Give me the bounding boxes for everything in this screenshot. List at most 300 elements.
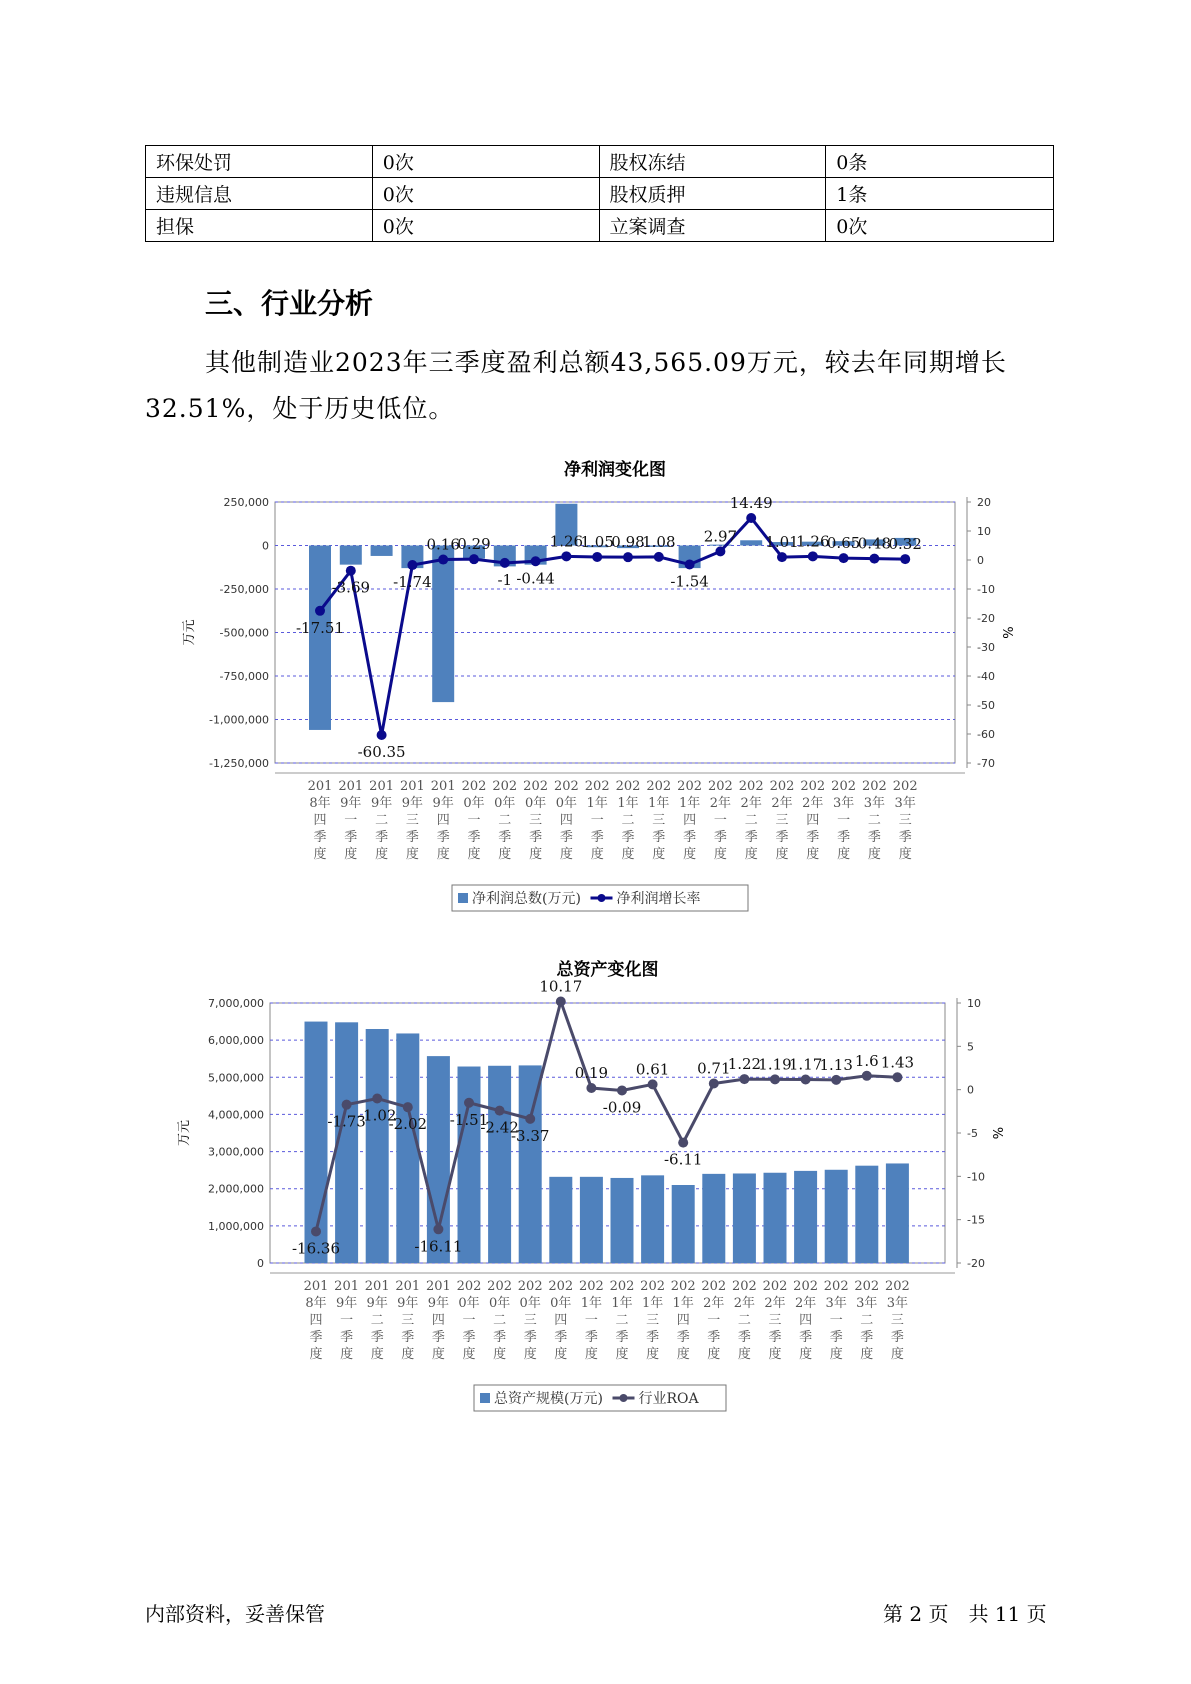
- category-label-line: 2年: [740, 796, 762, 811]
- left-tick-label: 4,000,000: [208, 1108, 264, 1122]
- category-label: [770, 779, 795, 862]
- category-label-line: 202: [548, 1279, 574, 1294]
- category-label-line: 202: [523, 779, 549, 794]
- line-point: [685, 559, 695, 569]
- category-label: [548, 1279, 573, 1362]
- category-label-line: 季: [590, 830, 604, 845]
- category-label: [579, 1279, 604, 1362]
- line-point: [746, 513, 756, 523]
- category-label-line: 度: [829, 1347, 843, 1362]
- line-point: [777, 552, 787, 562]
- category-label-line: 度: [713, 847, 727, 862]
- category-label: [885, 1279, 910, 1362]
- category-label-line: 度: [370, 1347, 384, 1362]
- left-tick-label: 3,000,000: [208, 1145, 264, 1159]
- category-label-line: 季: [309, 1330, 323, 1345]
- category-label-line: 季: [646, 1330, 660, 1345]
- line-point: [801, 1075, 811, 1085]
- bar: [855, 1166, 878, 1263]
- category-label-line: 度: [559, 847, 573, 862]
- table-row: [146, 146, 1054, 178]
- right-tick-label: -5: [967, 1127, 978, 1140]
- category-label-line: 202: [670, 1279, 696, 1294]
- footer-confidential: 内部资料，妥善保管: [145, 1602, 325, 1626]
- category-label-line: 1年: [672, 1296, 694, 1311]
- category-label-line: 0年: [458, 1296, 480, 1311]
- category-label-line: 9年: [366, 1296, 388, 1311]
- line-point: [315, 606, 325, 616]
- category-label: [763, 1279, 788, 1362]
- category-label: [793, 1279, 818, 1362]
- left-tick-label: 7,000,000: [208, 997, 264, 1010]
- category-label-line: 度: [646, 1347, 660, 1362]
- table-cell: 0次: [372, 210, 599, 242]
- category-label-line: 四: [313, 813, 327, 828]
- data-label: 0.65: [826, 534, 861, 553]
- category-label-line: 3年: [886, 1296, 909, 1311]
- category-label-line: 1年: [611, 1296, 633, 1311]
- bar: [309, 546, 331, 730]
- category-label-line: 一: [584, 1313, 598, 1328]
- line-point: [407, 560, 417, 570]
- right-tick-label: 5: [967, 1040, 974, 1054]
- data-label: 1.05: [580, 532, 614, 551]
- left-tick-label: 2,000,000: [208, 1182, 264, 1196]
- line-point: [770, 1074, 780, 1084]
- category-label-line: 3年: [894, 796, 916, 811]
- table-cell: 环保处罚: [146, 146, 373, 178]
- category-label-line: 9年: [335, 1296, 358, 1311]
- category-label-line: 季: [431, 1330, 445, 1345]
- category-label-line: 201: [303, 1279, 329, 1294]
- table-cell: 股权质押: [599, 178, 826, 210]
- category-label-line: 度: [401, 1347, 415, 1362]
- category-label: [732, 1279, 757, 1362]
- category-label: [492, 779, 517, 862]
- line-point: [900, 554, 910, 564]
- category-label-line: 季: [462, 1330, 476, 1345]
- category-label: [708, 779, 733, 862]
- category-label-line: 8年: [305, 1296, 327, 1311]
- data-label: 0.19: [574, 1064, 609, 1083]
- legend-bar-swatch: [458, 893, 468, 903]
- category-label-line: 一: [462, 1313, 476, 1328]
- bar: [672, 1185, 695, 1263]
- data-label: -6.11: [663, 1150, 703, 1169]
- category-label-line: 季: [768, 1330, 782, 1345]
- category-label-line: 0年: [488, 1296, 511, 1311]
- category-label: [610, 1279, 635, 1362]
- category-label-line: 1年: [617, 796, 639, 811]
- bar: [396, 1033, 419, 1263]
- category-label-line: 1年: [586, 796, 608, 811]
- category-label-line: 3年: [825, 1296, 847, 1311]
- data-label: -1.51: [449, 1110, 489, 1129]
- table-cell: 0次: [372, 146, 599, 178]
- bar: [764, 1173, 787, 1263]
- category-label-line: 度: [405, 847, 419, 862]
- right-tick-label: -15: [967, 1213, 985, 1227]
- right-tick-label: 0: [967, 1083, 974, 1097]
- category-label-line: 201: [425, 1279, 451, 1294]
- data-label: 1.6: [854, 1051, 879, 1070]
- category-label-line: 三: [401, 1313, 415, 1328]
- data-label: -0.09: [602, 1098, 642, 1117]
- category-label: [824, 1279, 849, 1362]
- category-label-line: 201: [395, 1279, 421, 1294]
- left-tick-label: 250,000: [223, 496, 269, 509]
- data-label: 0.61: [635, 1060, 670, 1079]
- data-label: -1.54: [670, 572, 709, 591]
- bar: [611, 1178, 634, 1263]
- line-point: [586, 1083, 596, 1093]
- category-label-line: 度: [737, 1347, 751, 1362]
- right-tick-label: -40: [977, 670, 995, 683]
- data-label: 10.17: [539, 977, 583, 996]
- category-label-line: 季: [559, 830, 573, 845]
- table-cell: 1条: [826, 178, 1054, 210]
- left-axis-title: 万元: [177, 1119, 192, 1147]
- category-label-line: 9年: [432, 796, 454, 811]
- line-point: [403, 1102, 413, 1112]
- data-label: 14.49: [729, 493, 773, 512]
- category-label-line: 201: [399, 779, 425, 794]
- category-label: [518, 1279, 543, 1362]
- category-label-line: 201: [364, 1279, 390, 1294]
- category-label: [671, 1279, 696, 1362]
- right-tick-label: -10: [977, 583, 995, 596]
- category-label: [862, 779, 887, 862]
- info-table: [145, 145, 1054, 242]
- category-label-line: 季: [344, 830, 358, 845]
- category-label-line: 一: [340, 1313, 354, 1328]
- table-cell: 违规信息: [146, 178, 373, 210]
- left-tick-label: -500,000: [219, 626, 269, 640]
- data-label: -0.44: [516, 569, 555, 588]
- line-point: [561, 551, 571, 561]
- line-point: [862, 1071, 872, 1081]
- category-label-line: 季: [370, 1330, 384, 1345]
- category-label-line: 1年: [678, 796, 701, 811]
- category-label-line: 度: [744, 847, 758, 862]
- category-label-line: 二: [737, 1313, 751, 1328]
- category-label-line: 季: [436, 830, 450, 845]
- category-label: [426, 1279, 451, 1362]
- category-label-line: 2年: [794, 1296, 817, 1311]
- category-label-line: 9年: [427, 1296, 450, 1311]
- category-label-line: 度: [431, 1347, 445, 1362]
- category-label-line: 202: [492, 779, 518, 794]
- data-label: -1.02: [357, 1106, 397, 1125]
- line-point: [678, 1138, 688, 1148]
- data-label: 1.26: [796, 532, 830, 551]
- legend-line-marker: [598, 894, 606, 902]
- category-label-line: 四: [431, 1313, 445, 1328]
- table-row: [146, 178, 1054, 210]
- chart-title: 总资产变化图: [556, 960, 659, 980]
- category-label: [893, 779, 918, 862]
- category-label-line: 度: [590, 847, 604, 862]
- category-label-line: 一: [344, 813, 358, 828]
- bar: [641, 1175, 664, 1263]
- category-label-line: 0年: [550, 1296, 572, 1311]
- left-tick-label: -1,250,000: [209, 757, 269, 770]
- data-label: 0.32: [888, 535, 922, 554]
- data-label: -1.74: [393, 573, 432, 592]
- line-point: [592, 552, 602, 562]
- right-axis-title: %: [992, 1126, 1007, 1140]
- category-label-line: 四: [676, 1313, 690, 1328]
- left-tick-label: -1,000,000: [209, 713, 269, 727]
- line-point: [346, 566, 356, 576]
- right-tick-label: 20: [977, 496, 991, 509]
- total-assets-chart: [0, 955, 1191, 1415]
- category-label-line: 四: [806, 813, 820, 828]
- legend: [474, 1385, 726, 1411]
- category-label-line: 三: [405, 813, 419, 828]
- data-label: 1.26: [549, 532, 584, 551]
- data-label: 0.16: [426, 535, 460, 554]
- category-label-line: 季: [707, 1330, 721, 1345]
- category-label: [831, 779, 856, 862]
- category-label-line: 度: [467, 847, 481, 862]
- category-label-line: 季: [676, 1330, 690, 1345]
- category-label-line: 三: [523, 1313, 537, 1328]
- line-point: [739, 1074, 749, 1084]
- line-point: [500, 558, 510, 568]
- category-label: [677, 779, 702, 862]
- line-point: [648, 1079, 658, 1089]
- category-label-line: 9年: [401, 796, 424, 811]
- category-label-line: 季: [652, 830, 666, 845]
- category-label-line: 度: [529, 847, 543, 862]
- data-label: -16.36: [291, 1239, 341, 1258]
- legend-line-label: 净利润增长率: [616, 891, 701, 907]
- data-label: -17.51: [295, 618, 345, 637]
- category-label-line: 202: [731, 1279, 757, 1294]
- category-label-line: 9年: [370, 796, 393, 811]
- category-label-line: 2年: [709, 796, 732, 811]
- category-label-line: 一: [707, 1313, 721, 1328]
- category-label-line: 季: [890, 1330, 904, 1345]
- category-label-line: 季: [683, 830, 697, 845]
- category-label-line: 三: [768, 1313, 782, 1328]
- category-label-line: 度: [775, 847, 789, 862]
- data-label: 1.08: [642, 532, 676, 551]
- category-label-line: 度: [436, 847, 450, 862]
- bar: [702, 1174, 725, 1263]
- category-label: [462, 779, 487, 862]
- data-label: 0.48: [857, 534, 892, 553]
- category-label-line: 三: [652, 813, 666, 828]
- left-tick-label: -250,000: [219, 583, 269, 596]
- category-label: [308, 779, 333, 862]
- right-tick-label: 10: [977, 525, 991, 538]
- data-label: -2.02: [388, 1115, 428, 1134]
- category-label-line: 四: [554, 1313, 568, 1328]
- category-label-line: 三: [529, 813, 543, 828]
- category-label-line: 2年: [703, 1296, 725, 1311]
- line-point: [525, 1114, 535, 1124]
- category-label: [640, 1279, 665, 1362]
- line-point: [438, 555, 448, 565]
- legend-bar-swatch: [480, 1393, 490, 1403]
- right-tick-label: -60: [977, 728, 995, 741]
- category-label-line: 度: [615, 1347, 629, 1362]
- category-label-line: 度: [898, 847, 912, 862]
- bar: [488, 1066, 511, 1263]
- bar: [458, 1067, 481, 1263]
- category-label-line: 0年: [494, 796, 516, 811]
- category-label: [431, 779, 456, 862]
- line-point: [839, 553, 849, 563]
- category-label: [395, 1279, 420, 1362]
- right-tick-label: -70: [977, 757, 995, 770]
- line-point: [623, 552, 633, 562]
- legend-line-marker: [620, 1394, 628, 1402]
- table-cell: 立案调查: [599, 210, 826, 242]
- category-label-line: 二: [621, 813, 635, 828]
- category-label: [400, 779, 425, 862]
- bar: [340, 546, 362, 565]
- category-label-line: 度: [523, 1347, 537, 1362]
- left-axis-title: 万元: [182, 619, 197, 646]
- category-label-line: 202: [861, 779, 887, 794]
- category-label-line: 202: [854, 1279, 880, 1294]
- left-tick-label: 1,000,000: [208, 1219, 264, 1233]
- category-label-line: 201: [334, 1279, 360, 1294]
- category-label-line: 季: [584, 1330, 598, 1345]
- category-label: [338, 779, 363, 862]
- category-label-line: 四: [683, 813, 697, 828]
- category-label-line: 季: [313, 830, 327, 845]
- category-label-line: 度: [554, 1347, 568, 1362]
- data-label: -60.35: [357, 743, 406, 762]
- category-label-line: 季: [837, 830, 851, 845]
- category-label-line: 202: [615, 779, 641, 794]
- category-label-line: 季: [523, 1330, 537, 1345]
- category-label-line: 202: [762, 1279, 788, 1294]
- category-label-line: 度: [584, 1347, 598, 1362]
- net-profit-chart: [0, 455, 1191, 915]
- left-tick-label: 5,000,000: [208, 1071, 264, 1085]
- category-label-line: 度: [860, 1347, 874, 1362]
- bar: [371, 546, 393, 556]
- footer-page-number: 第 2 页 共 11 页: [883, 1602, 1047, 1626]
- category-label-line: 202: [701, 1279, 727, 1294]
- category-label-line: 度: [768, 1347, 782, 1362]
- category-label-line: 202: [800, 779, 826, 794]
- category-label-line: 度: [676, 1347, 690, 1362]
- right-tick-label: -30: [977, 641, 995, 654]
- right-tick-label: -50: [977, 699, 995, 712]
- category-label-line: 三: [898, 813, 912, 828]
- category-label-line: 201: [338, 779, 364, 794]
- category-label-line: 二: [744, 813, 758, 828]
- category-label-line: 季: [806, 830, 820, 845]
- category-label-line: 一: [713, 813, 727, 828]
- category-label-line: 度: [707, 1347, 721, 1362]
- line-point: [831, 1075, 841, 1085]
- category-label-line: 一: [467, 813, 481, 828]
- data-label: -2.42: [480, 1118, 519, 1137]
- bar: [432, 546, 454, 703]
- category-label-line: 1年: [641, 1296, 664, 1311]
- category-label: [554, 779, 579, 862]
- right-tick-label: 0: [977, 554, 984, 567]
- category-label-line: 202: [487, 1279, 513, 1294]
- category-label-line: 四: [559, 813, 573, 828]
- table-cell: 0次: [826, 210, 1054, 242]
- category-label-line: 季: [867, 830, 881, 845]
- category-label-line: 202: [823, 1279, 849, 1294]
- category-label-line: 202: [609, 1279, 635, 1294]
- category-label-line: 季: [799, 1330, 813, 1345]
- line-point: [715, 546, 725, 556]
- right-axis-title: %: [1002, 626, 1017, 639]
- category-label-line: 202: [584, 779, 610, 794]
- data-label: 0.71: [697, 1059, 731, 1078]
- category-label: [365, 1279, 390, 1362]
- category-label-line: 季: [405, 830, 419, 845]
- category-label-line: 度: [806, 847, 820, 862]
- right-tick-label: 10: [967, 997, 981, 1010]
- category-label: [334, 1279, 359, 1362]
- left-tick-label: 0: [262, 539, 269, 553]
- line-point: [808, 551, 818, 561]
- category-label: [304, 1279, 329, 1362]
- category-label-line: 二: [370, 1313, 384, 1328]
- category-label-line: 2年: [764, 1296, 786, 1311]
- category-label-line: 度: [309, 1347, 323, 1362]
- category-label-line: 202: [884, 1279, 910, 1294]
- category-label-line: 度: [344, 847, 358, 862]
- line-point: [469, 554, 479, 564]
- category-label-line: 202: [517, 1279, 543, 1294]
- category-label-line: 季: [467, 830, 481, 845]
- category-label: [523, 779, 548, 862]
- right-tick-label: -20: [967, 1257, 985, 1270]
- data-label: -3.37: [510, 1126, 550, 1145]
- line-point: [617, 1085, 627, 1095]
- category-label-line: 一: [837, 813, 851, 828]
- category-label-line: 0年: [555, 796, 578, 811]
- category-label-line: 季: [615, 1330, 629, 1345]
- section-title: 三、行业分析: [205, 287, 374, 320]
- data-label: -16.11: [414, 1237, 463, 1256]
- analysis-paragraph: 其他制造业2023年三季度盈利总额43,565.09万元，较去年同期增长32.51%，处于历史低位。: [145, 348, 1007, 423]
- category-label-line: 202: [578, 1279, 604, 1294]
- right-tick-label: -20: [977, 612, 995, 625]
- category-label-line: 202: [553, 779, 579, 794]
- category-label-line: 度: [652, 847, 666, 862]
- category-label-line: 度: [375, 847, 389, 862]
- category-label-line: 度: [313, 847, 327, 862]
- data-label: 1.13: [819, 1055, 853, 1074]
- line-point: [556, 997, 566, 1007]
- category-label-line: 8年: [309, 796, 331, 811]
- data-label: -1.73: [327, 1112, 366, 1131]
- category-label-line: 季: [529, 830, 543, 845]
- category-label-line: 2年: [733, 1296, 756, 1311]
- line-point: [342, 1100, 352, 1110]
- category-label-line: 0年: [463, 796, 485, 811]
- category-label-line: 度: [683, 847, 697, 862]
- category-label-line: 季: [554, 1330, 568, 1345]
- legend-bar-label: 总资产规模(万元): [494, 1391, 603, 1407]
- category-label-line: 季: [621, 830, 635, 845]
- category-label: [616, 779, 641, 862]
